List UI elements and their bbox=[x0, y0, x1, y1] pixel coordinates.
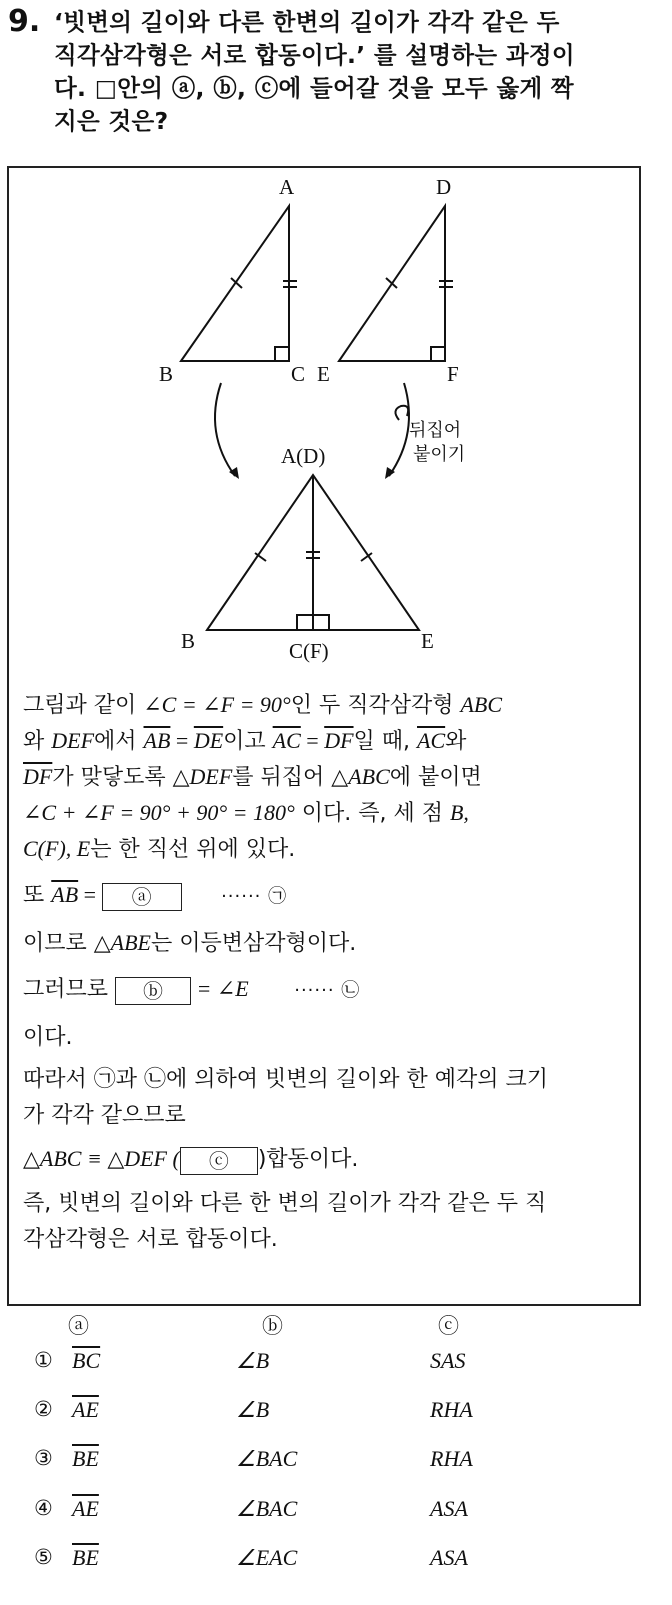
label-a: A bbox=[279, 175, 295, 199]
proof-box bbox=[7, 166, 641, 1306]
proof-line-5: C(F), E는 한 직선 위에 있다. bbox=[23, 836, 296, 862]
proof-line-6: 또 $\overline{AB}$ = ⓐ ······ ㉠ bbox=[23, 882, 288, 909]
choice-4[interactable]: ④ $\overline{AE}$ ∠BAC ASA bbox=[34, 1496, 468, 1521]
triangle-abc bbox=[181, 206, 289, 361]
question-line: 다. □안의 ⓐ, ⓑ, ⓒ에 들어갈 것을 모두 옳게 짝 bbox=[54, 74, 574, 102]
choice-2[interactable]: ② $\overline{AE}$ ∠B RHA bbox=[34, 1397, 473, 1422]
proof-line-13: 즉, 빗변의 길이와 다른 한 변의 길이가 각각 같은 두 직 bbox=[23, 1191, 547, 1216]
question-line: 지은 것은? bbox=[54, 107, 169, 135]
choice-1[interactable]: ① $\overline{BC}$ ∠B SAS bbox=[34, 1348, 466, 1373]
label-e: E bbox=[317, 362, 330, 386]
flip-note-line1: 뒤집어 bbox=[409, 420, 462, 441]
right-angle-mark-c bbox=[275, 347, 289, 361]
choice-header-a: ⓐ bbox=[68, 1314, 89, 1338]
proof-line-8: 그러므로 ⓑ = ∠E ······ ㉡ bbox=[23, 976, 361, 1003]
label-b: B bbox=[159, 362, 174, 386]
blank-a: ⓐ bbox=[102, 883, 182, 911]
choice-3[interactable]: ③ $\overline{BE}$ ∠BAC RHA bbox=[34, 1446, 473, 1471]
triangle-figure bbox=[9, 168, 643, 688]
choice-header-b: ⓑ bbox=[262, 1314, 283, 1338]
proof-line-7: 이므로 △ABE는 이등변삼각형이다. bbox=[23, 930, 357, 956]
proof-line-1: 그림과 같이 ∠C = ∠F = 90°인 두 직각삼각형 ABC bbox=[23, 692, 503, 718]
proof-line-2: 와 DEF에서 $\overline{AB} = \overline{DE}$이고 $\overline{AC} = \overline{DF}$일 때, $\overline{AC}$와 bbox=[23, 728, 467, 754]
choice-5[interactable]: ⑤ $\overline{BE}$ ∠EAC ASA bbox=[34, 1545, 468, 1570]
question-number: 9. bbox=[8, 4, 41, 39]
choice-header-c: ⓒ bbox=[438, 1314, 459, 1338]
arrow-right-icon bbox=[389, 383, 409, 476]
label-f: F bbox=[447, 362, 459, 386]
question-line: 직각삼각형은 서로 합동이다.’ 를 설명하는 과정이 bbox=[54, 41, 575, 69]
label-b-combined: B bbox=[181, 629, 196, 653]
label-c: C bbox=[291, 362, 306, 386]
proof-line-14: 각삼각형은 서로 합동이다. bbox=[23, 1227, 278, 1252]
label-cf: C(F) bbox=[289, 639, 329, 663]
label-ad: A(D) bbox=[281, 444, 326, 468]
proof-line-10: 따라서 ㉠과 ㉡에 의하여 빗변의 길이와 한 예각의 크기 bbox=[23, 1067, 548, 1092]
flip-loop-icon bbox=[395, 406, 408, 420]
right-angle-mark-f bbox=[431, 347, 445, 361]
proof-line-9: 이다. bbox=[23, 1025, 73, 1050]
arrow-left-icon bbox=[215, 383, 235, 476]
label-d: D bbox=[436, 175, 452, 199]
proof-line-4: ∠C + ∠F = 90° + 90° = 180° 이다. 즉, 세 점 B, bbox=[23, 800, 469, 826]
label-e-combined: E bbox=[421, 629, 434, 653]
blank-c: ⓒ bbox=[180, 1147, 258, 1175]
blank-b: ⓑ bbox=[115, 977, 191, 1005]
question-line: ‘빗변의 길이와 다른 한변의 길이가 각각 같은 두 bbox=[54, 8, 560, 36]
proof-line-12: △ABC ≡ △DEF ( ⓒ )합동이다. bbox=[23, 1146, 359, 1173]
question-text bbox=[54, 6, 654, 138]
flip-note-line2: 붙이기 bbox=[413, 444, 466, 465]
proof-line-3: $\overline{DF}$가 맞닿도록 △DEF를 뒤집어 △ABC에 붙이면 bbox=[23, 764, 482, 790]
proof-line-11: 가 각각 같으므로 bbox=[23, 1103, 186, 1128]
